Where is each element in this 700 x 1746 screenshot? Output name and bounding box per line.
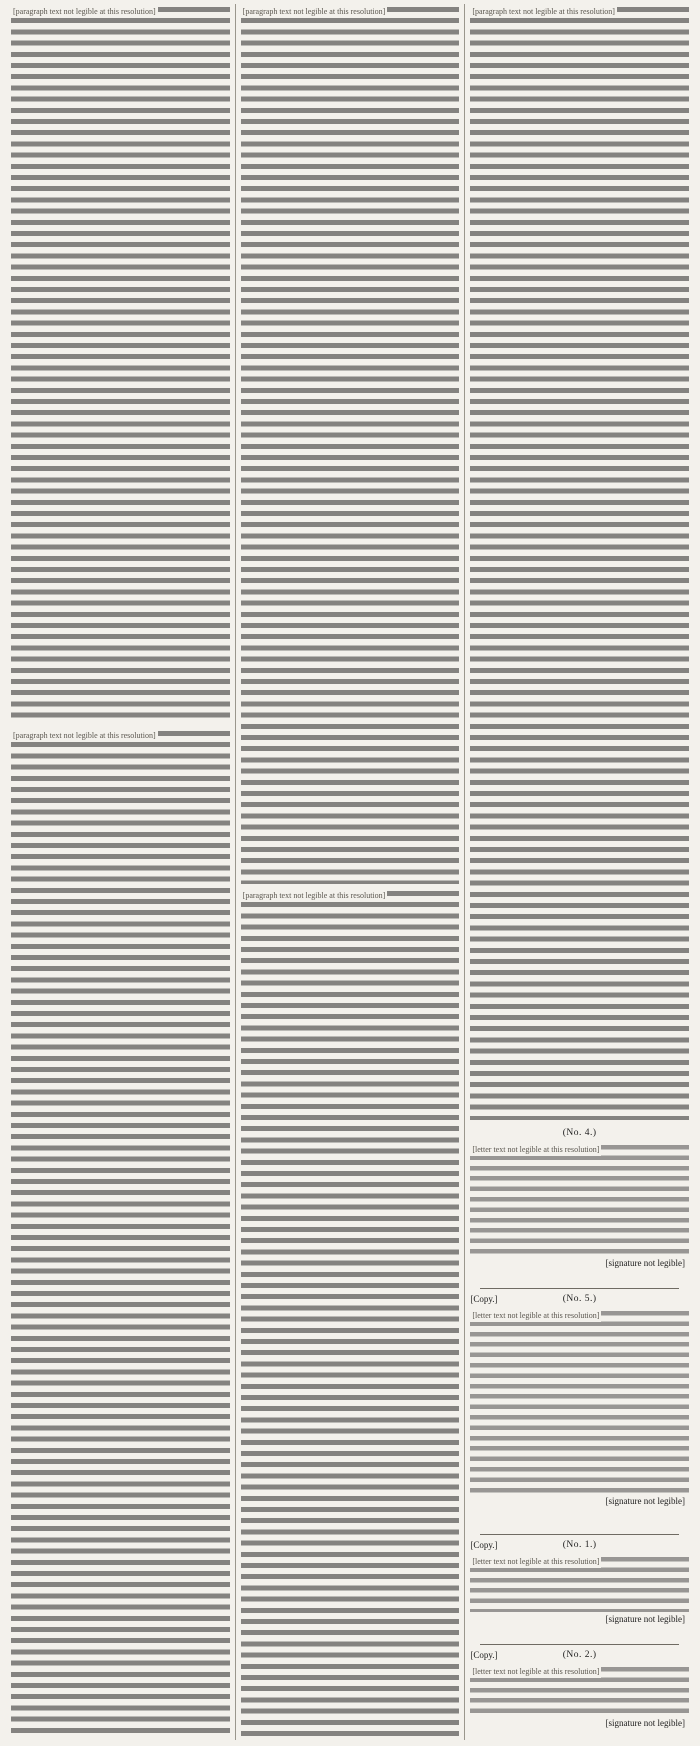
letter-body-text: [letter text not legible at this resolution] [472, 1311, 600, 1320]
paragraph-text: [paragraph text not legible at this resolution] [242, 7, 386, 16]
letter-signature: [signature not legible] [605, 1258, 686, 1268]
column-container [6, 4, 694, 1740]
paragraph [241, 4, 460, 884]
letter-signature: [signature not legible] [605, 1496, 686, 1506]
letter-body [470, 1142, 689, 1256]
letter-body-text: [letter text not legible at this resolution] [472, 1145, 600, 1154]
letter-number: (No. 2.) [562, 1650, 597, 1660]
letter-number: (No. 1.) [562, 1540, 597, 1550]
letter-body-text: [letter text not legible at this resolution] [472, 1667, 600, 1676]
paragraph [470, 4, 689, 1120]
letter-body-text: [letter text not legible at this resolution] [472, 1557, 600, 1566]
divider-rule [480, 1644, 679, 1645]
letter-number: (No. 4.) [562, 1128, 597, 1138]
column-3 [464, 4, 694, 1740]
paragraph [11, 4, 230, 724]
paragraph-text: [paragraph text not legible at this resolution] [472, 7, 615, 16]
copy-label: [Copy.] [470, 1540, 498, 1550]
column-1 [6, 4, 235, 1740]
letter-body [470, 1554, 689, 1612]
letter-body [470, 1664, 689, 1716]
copy-label: [Copy.] [470, 1294, 498, 1304]
divider-rule [480, 1288, 679, 1289]
paragraph [241, 888, 460, 1738]
letter-number: (No. 5.) [562, 1294, 597, 1304]
letter-signature: [signature not legible] [605, 1614, 686, 1624]
paragraph-text: [paragraph text not legible at this resolution] [13, 731, 156, 740]
paragraph-text: [paragraph text not legible at this resolution] [242, 891, 386, 900]
letter-body [470, 1308, 689, 1494]
divider-rule [480, 1534, 679, 1535]
letter-signature: [signature not legible] [605, 1718, 686, 1728]
paragraph-text: [paragraph text not legible at this resolution] [13, 7, 156, 16]
copy-label: [Copy.] [470, 1650, 498, 1660]
column-2 [235, 4, 465, 1740]
paragraph [11, 728, 230, 1738]
